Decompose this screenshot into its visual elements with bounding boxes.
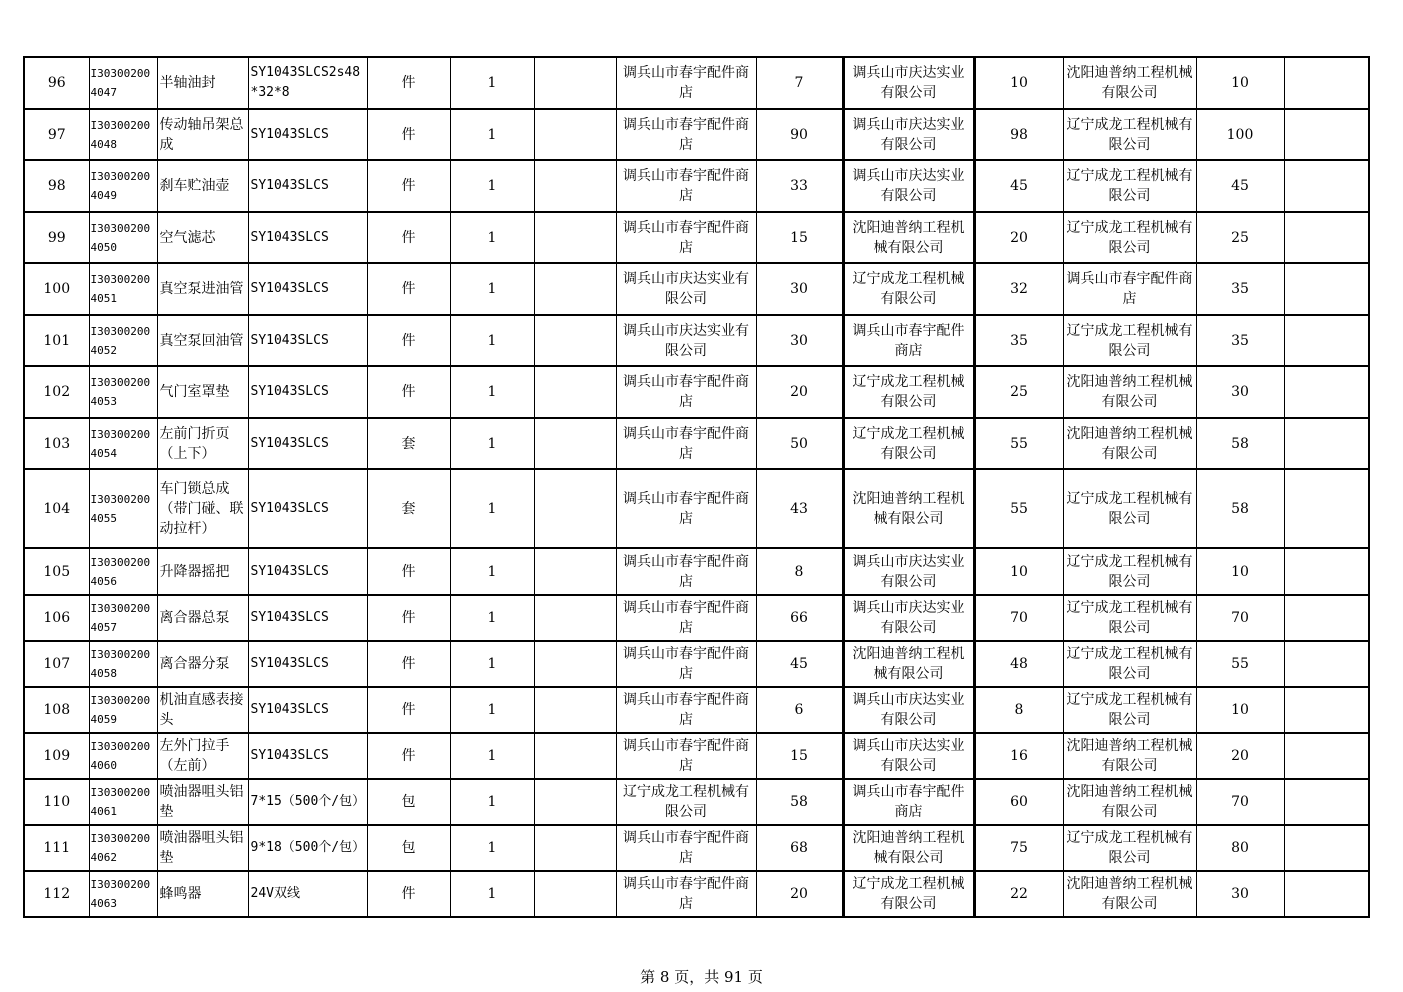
supplier-1: 调兵山市春宇配件商店 [616, 825, 756, 871]
supplier-2: 沈阳迪普纳工程机械有限公司 [843, 641, 974, 687]
part-name: 传动轴吊架总成 [157, 109, 248, 160]
row-number: 105 [24, 548, 89, 595]
supplier-1: 调兵山市庆达实业有限公司 [616, 315, 756, 366]
price-3: 20 [1196, 733, 1284, 779]
part-model: SY1043SLCS [248, 469, 367, 548]
blank-cell [534, 779, 616, 825]
supplier-1: 调兵山市春宇配件商店 [616, 418, 756, 469]
blank-cell [534, 212, 616, 263]
supplier-1: 调兵山市春宇配件商店 [616, 57, 756, 109]
price-3: 10 [1196, 57, 1284, 109]
part-name: 喷油器咀头铝垫 [157, 825, 248, 871]
table-body [24, 57, 1369, 917]
part-model: SY1043SLCS [248, 548, 367, 595]
part-model: SY1043SLCS [248, 366, 367, 418]
part-model: SY1043SLCS [248, 687, 367, 733]
row-number: 103 [24, 418, 89, 469]
price-1: 50 [756, 418, 843, 469]
supplier-1: 调兵山市春宇配件商店 [616, 160, 756, 212]
table-row [24, 315, 1369, 366]
supplier-3: 辽宁成龙工程机械有限公司 [1063, 825, 1196, 871]
material-code: I303002004052 [89, 315, 157, 366]
price-3: 25 [1196, 212, 1284, 263]
unit: 件 [367, 263, 450, 315]
part-model: SY1043SLCS [248, 733, 367, 779]
material-code: I303002004060 [89, 733, 157, 779]
supplier-2: 调兵山市春宇配件商店 [843, 779, 974, 825]
part-model: SY1043SLCS2s48*32*8 [248, 57, 367, 109]
row-number: 101 [24, 315, 89, 366]
quantity: 1 [450, 871, 534, 917]
blank-cell [534, 160, 616, 212]
supplier-2: 辽宁成龙工程机械有限公司 [843, 871, 974, 917]
price-1: 45 [756, 641, 843, 687]
supplier-3: 调兵山市春宇配件商店 [1063, 263, 1196, 315]
part-name: 半轴油封 [157, 57, 248, 109]
part-name: 机油直感表接头 [157, 687, 248, 733]
part-model: SY1043SLCS [248, 641, 367, 687]
supplier-1: 调兵山市春宇配件商店 [616, 687, 756, 733]
table-row [24, 548, 1369, 595]
price-1: 43 [756, 469, 843, 548]
price-3: 10 [1196, 687, 1284, 733]
price-3: 30 [1196, 871, 1284, 917]
table-row [24, 871, 1369, 917]
unit: 件 [367, 641, 450, 687]
blank-cell [534, 469, 616, 548]
part-name: 蜂鸣器 [157, 871, 248, 917]
blank-cell [534, 871, 616, 917]
supplier-2: 沈阳迪普纳工程机械有限公司 [843, 212, 974, 263]
price-2: 35 [974, 315, 1063, 366]
row-number: 110 [24, 779, 89, 825]
row-number: 102 [24, 366, 89, 418]
blank-cell-last [1284, 469, 1369, 548]
supplier-3: 辽宁成龙工程机械有限公司 [1063, 595, 1196, 641]
unit: 包 [367, 825, 450, 871]
quantity: 1 [450, 641, 534, 687]
blank-cell-last [1284, 160, 1369, 212]
part-name: 气门室罩垫 [157, 366, 248, 418]
price-2: 60 [974, 779, 1063, 825]
material-code: I303002004058 [89, 641, 157, 687]
part-model: 24V双线 [248, 871, 367, 917]
supplier-1: 调兵山市庆达实业有限公司 [616, 263, 756, 315]
blank-cell [534, 418, 616, 469]
price-3: 35 [1196, 315, 1284, 366]
row-number: 112 [24, 871, 89, 917]
supplier-1: 调兵山市春宇配件商店 [616, 469, 756, 548]
price-2: 20 [974, 212, 1063, 263]
price-3: 30 [1196, 366, 1284, 418]
part-model: SY1043SLCS [248, 418, 367, 469]
price-3: 10 [1196, 548, 1284, 595]
price-3: 58 [1196, 418, 1284, 469]
supplier-3: 沈阳迪普纳工程机械有限公司 [1063, 871, 1196, 917]
table-row [24, 212, 1369, 263]
blank-cell [534, 366, 616, 418]
part-name: 刹车贮油壶 [157, 160, 248, 212]
row-number: 109 [24, 733, 89, 779]
quantity: 1 [450, 733, 534, 779]
unit: 套 [367, 469, 450, 548]
part-model: 7*15（500个/包） [248, 779, 367, 825]
row-number: 99 [24, 212, 89, 263]
supplier-1: 调兵山市春宇配件商店 [616, 595, 756, 641]
table-row [24, 57, 1369, 109]
supplier-3: 沈阳迪普纳工程机械有限公司 [1063, 779, 1196, 825]
supplier-2: 辽宁成龙工程机械有限公司 [843, 366, 974, 418]
price-1: 90 [756, 109, 843, 160]
price-1: 30 [756, 315, 843, 366]
blank-cell [534, 548, 616, 595]
table-row [24, 160, 1369, 212]
supplier-2: 沈阳迪普纳工程机械有限公司 [843, 825, 974, 871]
blank-cell-last [1284, 779, 1369, 825]
price-3: 55 [1196, 641, 1284, 687]
table-row [24, 366, 1369, 418]
table-row [24, 779, 1369, 825]
price-3: 70 [1196, 779, 1284, 825]
row-number: 98 [24, 160, 89, 212]
supplier-2: 调兵山市庆达实业有限公司 [843, 160, 974, 212]
blank-cell-last [1284, 825, 1369, 871]
quantity: 1 [450, 263, 534, 315]
price-1: 15 [756, 212, 843, 263]
price-1: 15 [756, 733, 843, 779]
supplier-3: 沈阳迪普纳工程机械有限公司 [1063, 366, 1196, 418]
unit: 件 [367, 212, 450, 263]
unit: 件 [367, 687, 450, 733]
price-3: 80 [1196, 825, 1284, 871]
row-number: 100 [24, 263, 89, 315]
price-3: 35 [1196, 263, 1284, 315]
row-number: 108 [24, 687, 89, 733]
supplier-1: 调兵山市春宇配件商店 [616, 212, 756, 263]
supplier-2: 调兵山市庆达实业有限公司 [843, 548, 974, 595]
price-1: 20 [756, 871, 843, 917]
supplier-3: 沈阳迪普纳工程机械有限公司 [1063, 733, 1196, 779]
part-name: 离合器总泵 [157, 595, 248, 641]
table-row [24, 263, 1369, 315]
price-1: 33 [756, 160, 843, 212]
blank-cell [534, 109, 616, 160]
unit: 套 [367, 418, 450, 469]
blank-cell [534, 315, 616, 366]
material-code: I303002004061 [89, 779, 157, 825]
part-model: SY1043SLCS [248, 595, 367, 641]
price-2: 70 [974, 595, 1063, 641]
part-name: 真空泵进油管 [157, 263, 248, 315]
unit: 件 [367, 315, 450, 366]
row-number: 97 [24, 109, 89, 160]
table-row [24, 733, 1369, 779]
part-name: 真空泵回油管 [157, 315, 248, 366]
supplier-3: 辽宁成龙工程机械有限公司 [1063, 641, 1196, 687]
blank-cell [534, 263, 616, 315]
supplier-1: 调兵山市春宇配件商店 [616, 548, 756, 595]
part-model: 9*18（500个/包） [248, 825, 367, 871]
material-code: I303002004056 [89, 548, 157, 595]
part-model: SY1043SLCS [248, 160, 367, 212]
quantity: 1 [450, 315, 534, 366]
material-code: I303002004059 [89, 687, 157, 733]
table-row [24, 469, 1369, 548]
quantity: 1 [450, 160, 534, 212]
blank-cell-last [1284, 366, 1369, 418]
quantity: 1 [450, 595, 534, 641]
price-3: 58 [1196, 469, 1284, 548]
material-code: I303002004055 [89, 469, 157, 548]
material-code: I303002004062 [89, 825, 157, 871]
unit: 件 [367, 548, 450, 595]
supplier-1: 辽宁成龙工程机械有限公司 [616, 779, 756, 825]
quantity: 1 [450, 687, 534, 733]
supplier-2: 调兵山市庆达实业有限公司 [843, 733, 974, 779]
supplier-1: 调兵山市春宇配件商店 [616, 733, 756, 779]
part-name: 空气滤芯 [157, 212, 248, 263]
blank-cell [534, 57, 616, 109]
blank-cell-last [1284, 548, 1369, 595]
blank-cell-last [1284, 418, 1369, 469]
page-number-footer: 第 8 页，共 91 页 [640, 968, 763, 986]
price-1: 7 [756, 57, 843, 109]
quantity: 1 [450, 548, 534, 595]
quantity: 1 [450, 418, 534, 469]
supplier-2: 调兵山市庆达实业有限公司 [843, 595, 974, 641]
blank-cell-last [1284, 687, 1369, 733]
supplier-3: 辽宁成龙工程机械有限公司 [1063, 469, 1196, 548]
quantity: 1 [450, 366, 534, 418]
material-code: I303002004047 [89, 57, 157, 109]
unit: 包 [367, 779, 450, 825]
table-row [24, 825, 1369, 871]
blank-cell-last [1284, 595, 1369, 641]
supplier-3: 沈阳迪普纳工程机械有限公司 [1063, 418, 1196, 469]
blank-cell-last [1284, 315, 1369, 366]
quantity: 1 [450, 825, 534, 871]
price-2: 98 [974, 109, 1063, 160]
price-3: 45 [1196, 160, 1284, 212]
part-name: 左外门拉手（左前） [157, 733, 248, 779]
table-row [24, 418, 1369, 469]
unit: 件 [367, 57, 450, 109]
table-row [24, 109, 1369, 160]
price-1: 68 [756, 825, 843, 871]
price-2: 10 [974, 548, 1063, 595]
supplier-3: 沈阳迪普纳工程机械有限公司 [1063, 57, 1196, 109]
price-3: 70 [1196, 595, 1284, 641]
supplier-3: 辽宁成龙工程机械有限公司 [1063, 109, 1196, 160]
part-model: SY1043SLCS [248, 315, 367, 366]
part-name: 左前门折页（上下） [157, 418, 248, 469]
row-number: 104 [24, 469, 89, 548]
blank-cell-last [1284, 109, 1369, 160]
supplier-2: 调兵山市庆达实业有限公司 [843, 57, 974, 109]
row-number: 106 [24, 595, 89, 641]
price-1: 6 [756, 687, 843, 733]
price-3: 100 [1196, 109, 1284, 160]
blank-cell-last [1284, 212, 1369, 263]
supplier-3: 辽宁成龙工程机械有限公司 [1063, 160, 1196, 212]
part-name: 升降器摇把 [157, 548, 248, 595]
parts-quotation-table [23, 56, 1370, 918]
quantity: 1 [450, 469, 534, 548]
row-number: 96 [24, 57, 89, 109]
supplier-2: 调兵山市庆达实业有限公司 [843, 687, 974, 733]
part-name: 车门锁总成（带门碰、联动拉杆） [157, 469, 248, 548]
unit: 件 [367, 871, 450, 917]
row-number: 111 [24, 825, 89, 871]
price-2: 55 [974, 418, 1063, 469]
material-code: I303002004051 [89, 263, 157, 315]
unit: 件 [367, 595, 450, 641]
table-row [24, 687, 1369, 733]
table-row [24, 641, 1369, 687]
unit: 件 [367, 366, 450, 418]
price-2: 32 [974, 263, 1063, 315]
supplier-1: 调兵山市春宇配件商店 [616, 109, 756, 160]
material-code: I303002004057 [89, 595, 157, 641]
price-1: 58 [756, 779, 843, 825]
supplier-2: 调兵山市庆达实业有限公司 [843, 109, 974, 160]
part-model: SY1043SLCS [248, 109, 367, 160]
unit: 件 [367, 733, 450, 779]
price-2: 55 [974, 469, 1063, 548]
supplier-2: 辽宁成龙工程机械有限公司 [843, 263, 974, 315]
supplier-2: 辽宁成龙工程机械有限公司 [843, 418, 974, 469]
price-2: 45 [974, 160, 1063, 212]
quantity: 1 [450, 779, 534, 825]
blank-cell [534, 733, 616, 779]
material-code: I303002004050 [89, 212, 157, 263]
price-2: 48 [974, 641, 1063, 687]
price-2: 10 [974, 57, 1063, 109]
quantity: 1 [450, 57, 534, 109]
price-1: 20 [756, 366, 843, 418]
table-row [24, 595, 1369, 641]
material-code: I303002004049 [89, 160, 157, 212]
supplier-1: 调兵山市春宇配件商店 [616, 641, 756, 687]
supplier-3: 辽宁成龙工程机械有限公司 [1063, 212, 1196, 263]
part-model: SY1043SLCS [248, 212, 367, 263]
supplier-2: 调兵山市春宇配件商店 [843, 315, 974, 366]
price-2: 16 [974, 733, 1063, 779]
blank-cell [534, 595, 616, 641]
blank-cell [534, 825, 616, 871]
material-code: I303002004054 [89, 418, 157, 469]
blank-cell-last [1284, 57, 1369, 109]
blank-cell-last [1284, 641, 1369, 687]
blank-cell-last [1284, 871, 1369, 917]
unit: 件 [367, 109, 450, 160]
supplier-2: 沈阳迪普纳工程机械有限公司 [843, 469, 974, 548]
price-1: 66 [756, 595, 843, 641]
price-2: 8 [974, 687, 1063, 733]
supplier-1: 调兵山市春宇配件商店 [616, 871, 756, 917]
supplier-3: 辽宁成龙工程机械有限公司 [1063, 548, 1196, 595]
material-code: I303002004053 [89, 366, 157, 418]
price-2: 75 [974, 825, 1063, 871]
price-2: 25 [974, 366, 1063, 418]
price-2: 22 [974, 871, 1063, 917]
quantity: 1 [450, 109, 534, 160]
price-1: 30 [756, 263, 843, 315]
quantity: 1 [450, 212, 534, 263]
material-code: I303002004063 [89, 871, 157, 917]
supplier-1: 调兵山市春宇配件商店 [616, 366, 756, 418]
supplier-3: 辽宁成龙工程机械有限公司 [1063, 687, 1196, 733]
part-name: 喷油器咀头铝垫 [157, 779, 248, 825]
blank-cell-last [1284, 733, 1369, 779]
material-code: I303002004048 [89, 109, 157, 160]
unit: 件 [367, 160, 450, 212]
supplier-3: 辽宁成龙工程机械有限公司 [1063, 315, 1196, 366]
part-name: 离合器分泵 [157, 641, 248, 687]
blank-cell [534, 687, 616, 733]
row-number: 107 [24, 641, 89, 687]
blank-cell [534, 641, 616, 687]
price-1: 8 [756, 548, 843, 595]
part-model: SY1043SLCS [248, 263, 367, 315]
blank-cell-last [1284, 263, 1369, 315]
